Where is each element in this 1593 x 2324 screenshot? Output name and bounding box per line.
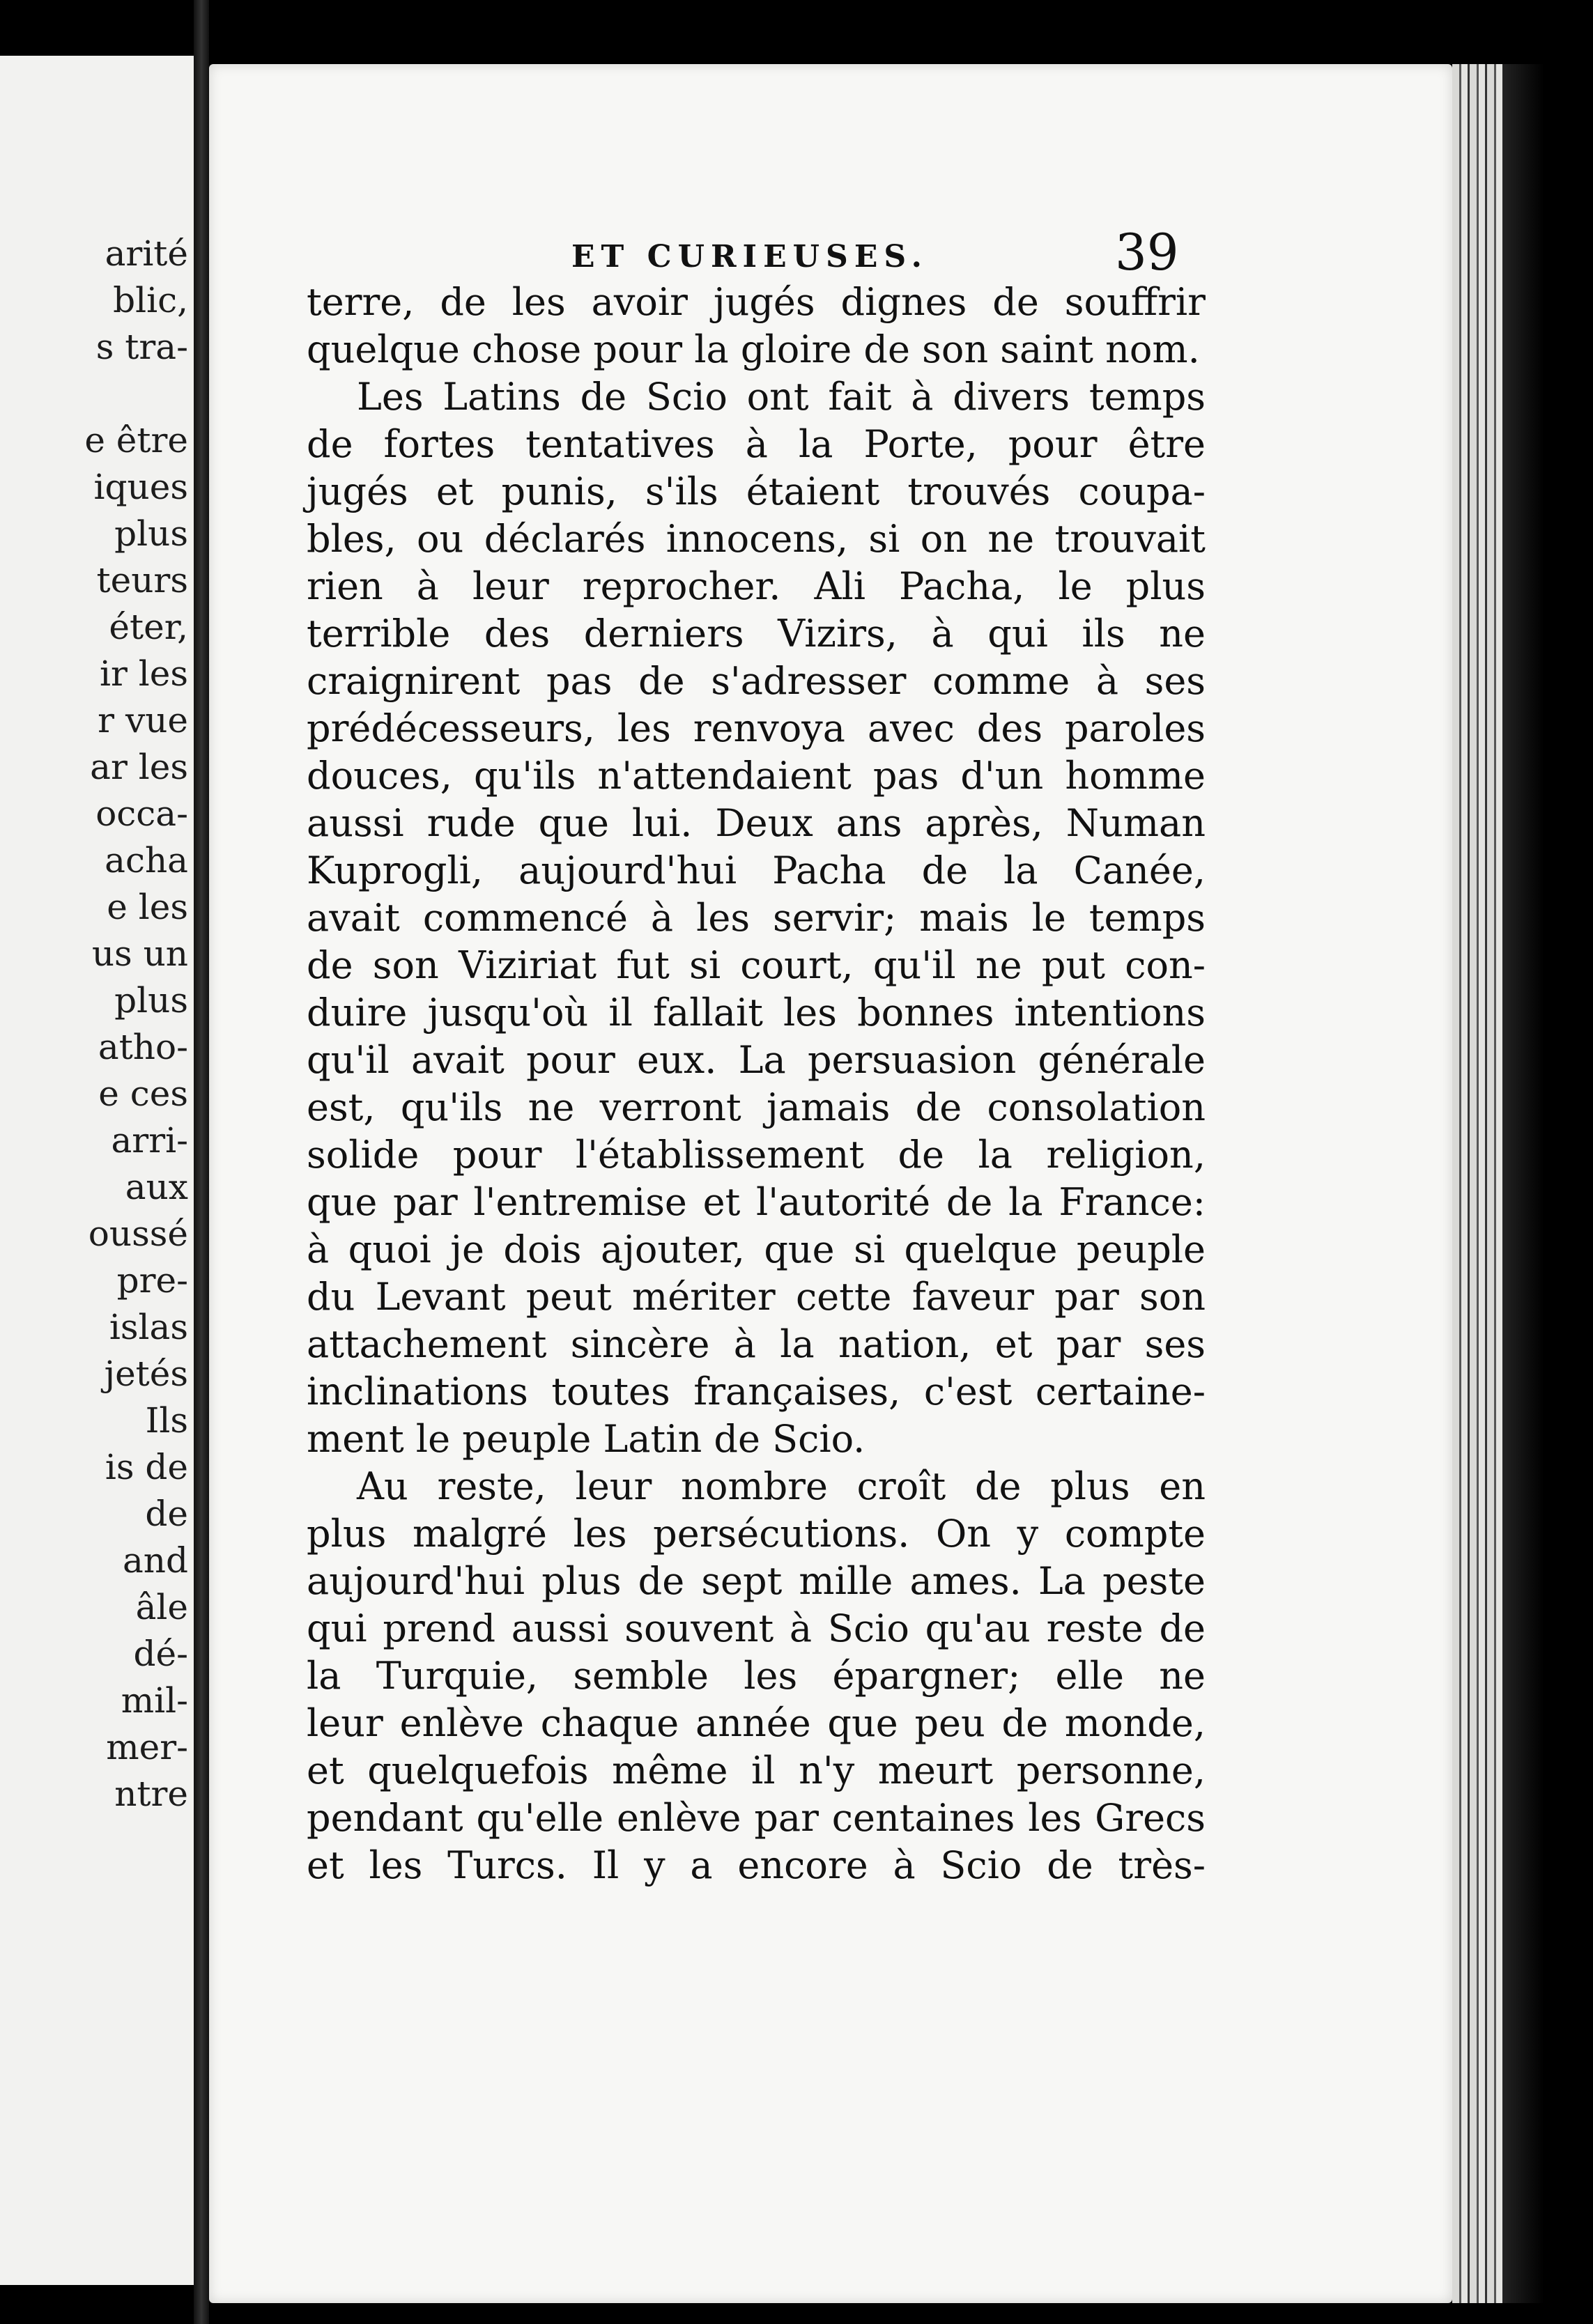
text-line: ment le peuple Latin de Scio.: [307, 1417, 865, 1461]
text-line: pendant qu'elle enlève par centaines les Grecs: [307, 1796, 1206, 1840]
text-line: plus malgré les persécutions. On y compte: [307, 1512, 1206, 1556]
body-text: [307, 279, 1206, 1889]
text-line: de son Viziriat fut si court, qu'il ne put con-: [307, 943, 1206, 987]
text-line: et les Turcs. Il y a encore à Scio de très-: [307, 1843, 1206, 1887]
page-edge-shadow: [1502, 64, 1544, 2303]
text-line: Au reste, leur nombre croît de plus en: [357, 1464, 1206, 1508]
page-stack-edge: [1452, 64, 1502, 2303]
left-page-line: Ils: [145, 1400, 188, 1441]
left-page-line: mil-: [121, 1680, 188, 1721]
text-line: Les Latins de Scio ont fait à divers temps: [357, 375, 1206, 419]
text-line: terrible des derniers Vizirs, à qui ils ne: [307, 612, 1206, 656]
left-page-line: acha: [105, 840, 188, 881]
page-number: 39: [1115, 223, 1179, 281]
text-line: terre, de les avoir jugés dignes de souffrir: [307, 280, 1206, 324]
left-page-line: iques: [93, 467, 188, 507]
text-line: est, qu'ils ne verront jamais de consolation: [307, 1085, 1206, 1129]
left-page-line: mer-: [106, 1727, 188, 1767]
left-page-line: s tra-: [95, 327, 188, 367]
left-page-line: éter,: [109, 607, 188, 647]
left-page-line: dé-: [133, 1634, 188, 1674]
left-page-line: ntre: [114, 1774, 188, 1814]
text-line: du Levant peut mériter cette faveur par son: [307, 1275, 1206, 1319]
book-gutter: [194, 0, 209, 2324]
left-page-line: jetés: [104, 1354, 188, 1394]
text-line: aussi rude que lui. Deux ans après, Numan: [307, 801, 1206, 845]
left-page-line: islas: [109, 1307, 188, 1347]
left-page-line: ar les: [90, 747, 188, 787]
left-page-line: aux: [125, 1167, 188, 1207]
left-page-line: pre-: [116, 1260, 188, 1301]
left-page-line: e les: [107, 887, 188, 927]
text-line: attachement sincère à la nation, et par ses: [307, 1322, 1206, 1366]
left-page-line: ir les: [99, 653, 188, 694]
text-line: qui prend aussi souvent à Scio qu'au reste de: [307, 1606, 1206, 1650]
left-page-line: arri-: [111, 1120, 188, 1161]
text-line: douces, qu'ils n'attendaient pas d'un homme: [307, 754, 1206, 798]
text-line: solide pour l'établissement de la religion,: [307, 1133, 1206, 1177]
left-page-line: âle: [135, 1587, 188, 1627]
left-page-line: and: [122, 1540, 188, 1581]
left-page-line: arité: [105, 233, 188, 274]
left-page-line: oussé: [88, 1214, 188, 1254]
left-page-line: blic,: [113, 280, 188, 320]
text-line: Kuprogli, aujourd'hui Pacha de la Canée,: [307, 849, 1206, 892]
left-page-line: is de: [105, 1447, 188, 1487]
text-line: et quelquefois même il n'y meurt personne,: [307, 1749, 1206, 1792]
text-line: à quoi je dois ajouter, que si quelque peuple: [307, 1227, 1206, 1271]
running-head: ET CURIEUSES.: [571, 239, 928, 274]
left-page-line: r vue: [98, 700, 188, 741]
text-line: quelque chose pour la gloire de son saint nom.: [307, 327, 1200, 371]
text-line: rien à leur reprocher. Ali Pacha, le plus: [307, 564, 1206, 608]
text-line: que par l'entremise et l'autorité de la France:: [307, 1180, 1206, 1224]
text-line: aujourd'hui plus de sept mille ames. La peste: [307, 1559, 1206, 1603]
text-line: avait commencé à les servir; mais le temps: [307, 896, 1206, 940]
text-line: bles, ou déclarés innocens, si on ne trouvait: [307, 517, 1206, 561]
left-page-line: plus: [114, 980, 188, 1021]
text-line: de fortes tentatives à la Porte, pour être: [307, 422, 1206, 466]
text-line: jugés et punis, s'ils étaient trouvés coupa-: [307, 470, 1206, 513]
left-page-line: e être: [84, 420, 188, 460]
left-page-line: teurs: [96, 560, 188, 601]
text-line: leur enlève chaque année que peu de monde,: [307, 1701, 1206, 1745]
left-page-line: de: [145, 1494, 188, 1534]
text-line: craignirent pas de s'adresser comme à ses: [307, 659, 1206, 703]
left-page-line: e ces: [98, 1074, 188, 1114]
text-line: prédécesseurs, les renvoya avec des paroles: [307, 706, 1206, 750]
left-page-line: occa-: [95, 793, 188, 834]
left-page-line: plus: [114, 513, 188, 554]
text-line: qu'il avait pour eux. La persuasion générale: [307, 1038, 1206, 1082]
text-line: la Turquie, semble les épargner; elle ne: [307, 1654, 1206, 1698]
text-line: duire jusqu'où il fallait les bonnes intentions: [307, 991, 1206, 1035]
left-page-line: us un: [91, 934, 188, 974]
left-facing-page: [0, 56, 199, 2285]
text-line: inclinations toutes françaises, c'est certaine-: [307, 1370, 1206, 1413]
left-page-line: atho-: [98, 1027, 188, 1067]
